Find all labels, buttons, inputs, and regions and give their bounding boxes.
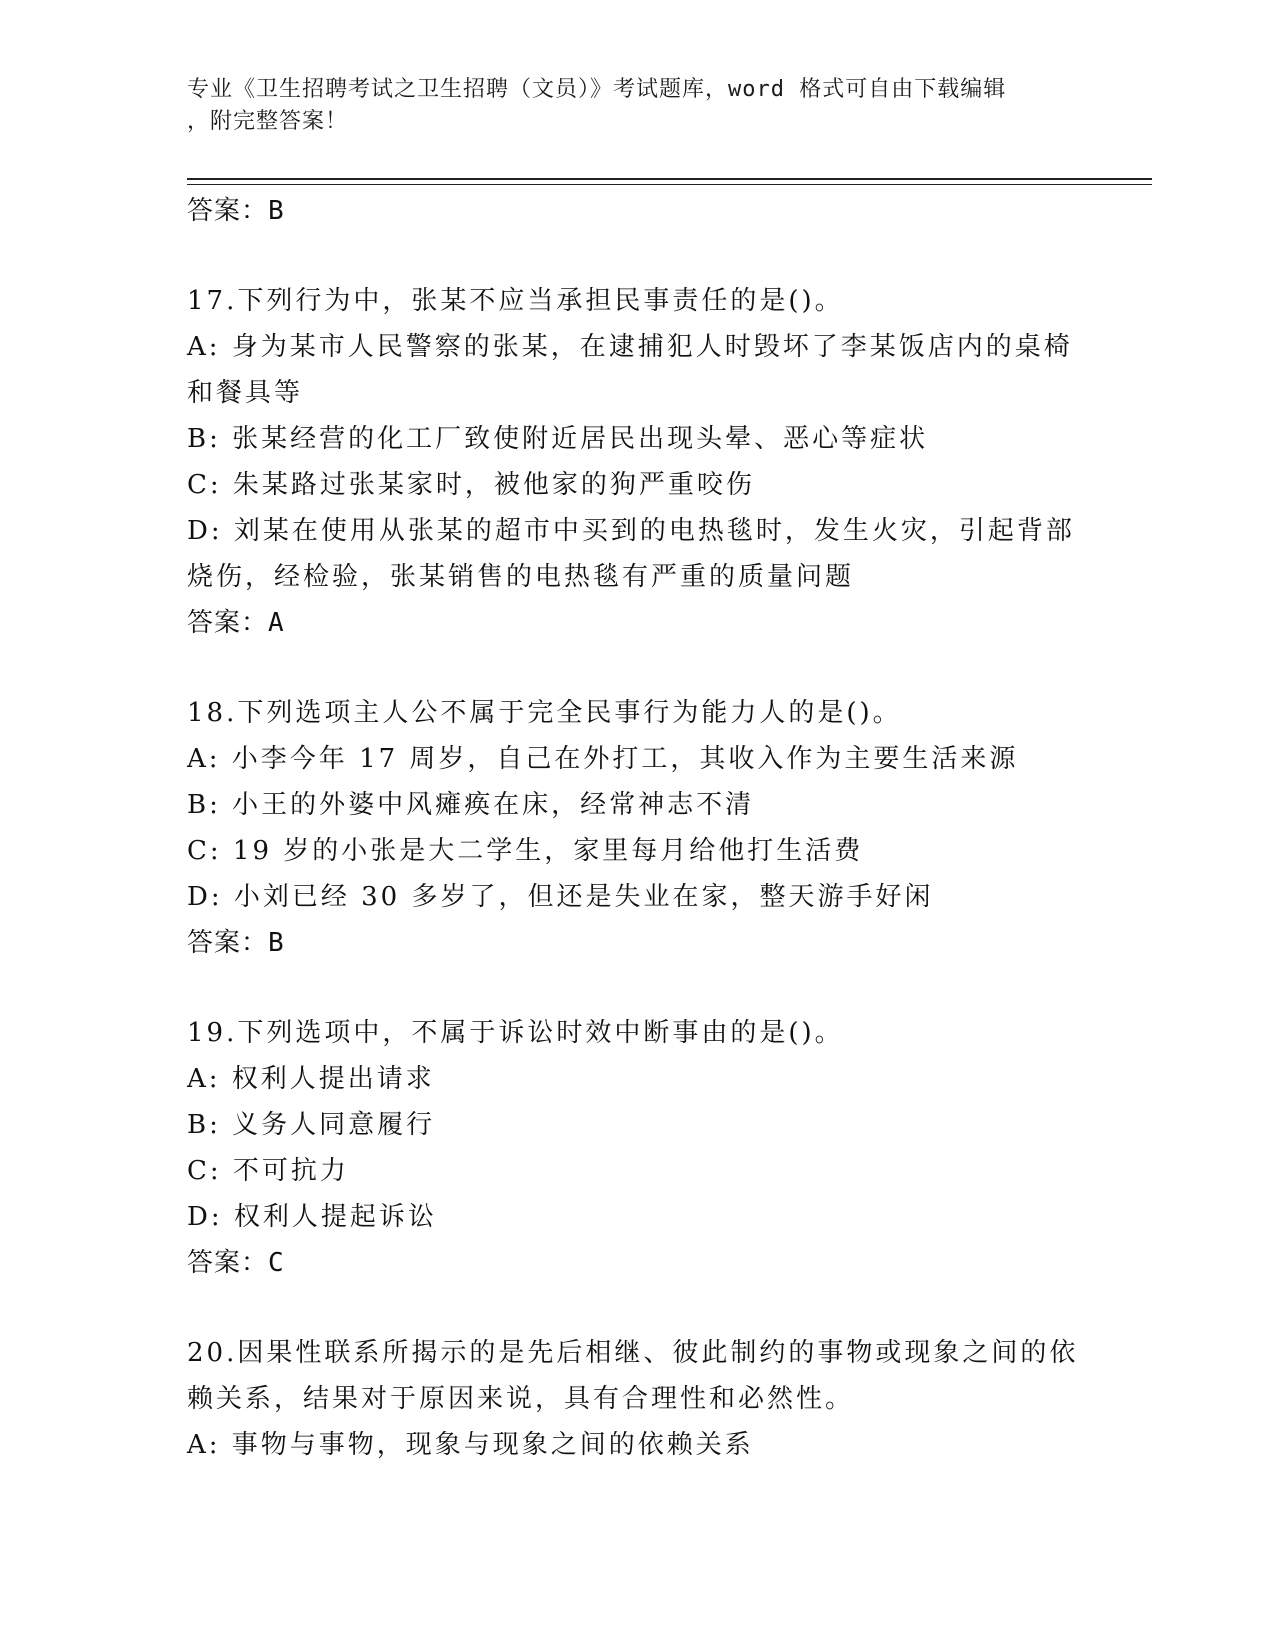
question-17 bbox=[187, 278, 1087, 646]
option-d: D: 权利人提起诉讼 bbox=[187, 1202, 437, 1232]
spacer bbox=[187, 966, 1087, 1010]
question-18 bbox=[187, 690, 1087, 966]
option-c: C: 19 岁的小张是大二学生，家里每月给他打生活费 bbox=[187, 836, 864, 866]
option-d: D: 刘某在使用从张某的超市中买到的电热毯时，发生火灾，引起背部 bbox=[187, 516, 1075, 546]
question-stem: 17.下列行为中，张某不应当承担民事责任的是()。 bbox=[187, 286, 844, 316]
option-c: C: 朱某路过张某家时，被他家的狗严重咬伤 bbox=[187, 470, 755, 500]
question-stem-continued: 赖关系，结果对于原因来说，具有合理性和必然性。 bbox=[187, 1384, 855, 1414]
option-d: D: 小刘已经 30 多岁了，但还是失业在家，整天游手好闲 bbox=[187, 882, 934, 912]
option-a: A: 权利人提出请求 bbox=[187, 1064, 435, 1094]
question-stem: 19.下列选项中，不属于诉讼时效中断事由的是()。 bbox=[187, 1018, 844, 1048]
question-stem: 20.因果性联系所揭示的是先后相继、彼此制约的事物或现象之间的依 bbox=[187, 1338, 1079, 1368]
answer-key: A bbox=[268, 608, 285, 638]
answer-key: B bbox=[268, 928, 285, 958]
option-c: C: 不可抗力 bbox=[187, 1156, 349, 1186]
option-a-continued: 和餐具等 bbox=[187, 378, 304, 408]
answer-line bbox=[187, 1240, 1087, 1286]
question-19 bbox=[187, 1010, 1087, 1286]
question-content bbox=[187, 188, 1087, 1468]
option-b: B: 张某经营的化工厂致使附近居民出现头晕、恶心等症状 bbox=[187, 424, 929, 454]
question-20 bbox=[187, 1330, 1087, 1468]
option-d-continued: 烧伤，经检验，张某销售的电热毯有严重的质量问题 bbox=[187, 562, 855, 592]
answer-line bbox=[187, 188, 1087, 234]
header-line-2: ，附完整答案！ bbox=[187, 109, 349, 134]
spacer bbox=[187, 646, 1087, 690]
answer-key: C bbox=[268, 1248, 285, 1278]
option-b: B: 小王的外婆中风瘫痪在床，经常神志不清 bbox=[187, 790, 755, 820]
spacer bbox=[187, 1286, 1087, 1330]
option-a: A: 小李今年 17 周岁，自己在外打工，其收入作为主要生活来源 bbox=[187, 744, 1019, 774]
page-header bbox=[187, 74, 1087, 138]
spacer bbox=[187, 234, 1087, 278]
option-a: A: 身为某市人民警察的张某，在逮捕犯人时毁坏了李某饭店内的桌椅 bbox=[187, 332, 1073, 362]
answer-line bbox=[187, 920, 1087, 966]
question-stem: 18.下列选项主人公不属于完全民事行为能力人的是()。 bbox=[187, 698, 902, 728]
answer-key: B bbox=[268, 196, 285, 226]
answer-line bbox=[187, 600, 1087, 646]
header-rule-thin bbox=[187, 184, 1152, 185]
option-b: B: 义务人同意履行 bbox=[187, 1110, 436, 1140]
header-rule-thick bbox=[187, 178, 1152, 180]
option-a: A: 事物与事物，现象与现象之间的依赖关系 bbox=[187, 1430, 754, 1460]
header-line-1: 专业《卫生招聘考试之卫生招聘（文员）》考试题库，word 格式可自由下载编辑 bbox=[187, 77, 1007, 102]
answer-label: 答案： bbox=[187, 196, 269, 226]
answer-label: 答案： bbox=[187, 1248, 269, 1278]
answer-label: 答案： bbox=[187, 608, 269, 638]
answer-label: 答案： bbox=[187, 928, 269, 958]
